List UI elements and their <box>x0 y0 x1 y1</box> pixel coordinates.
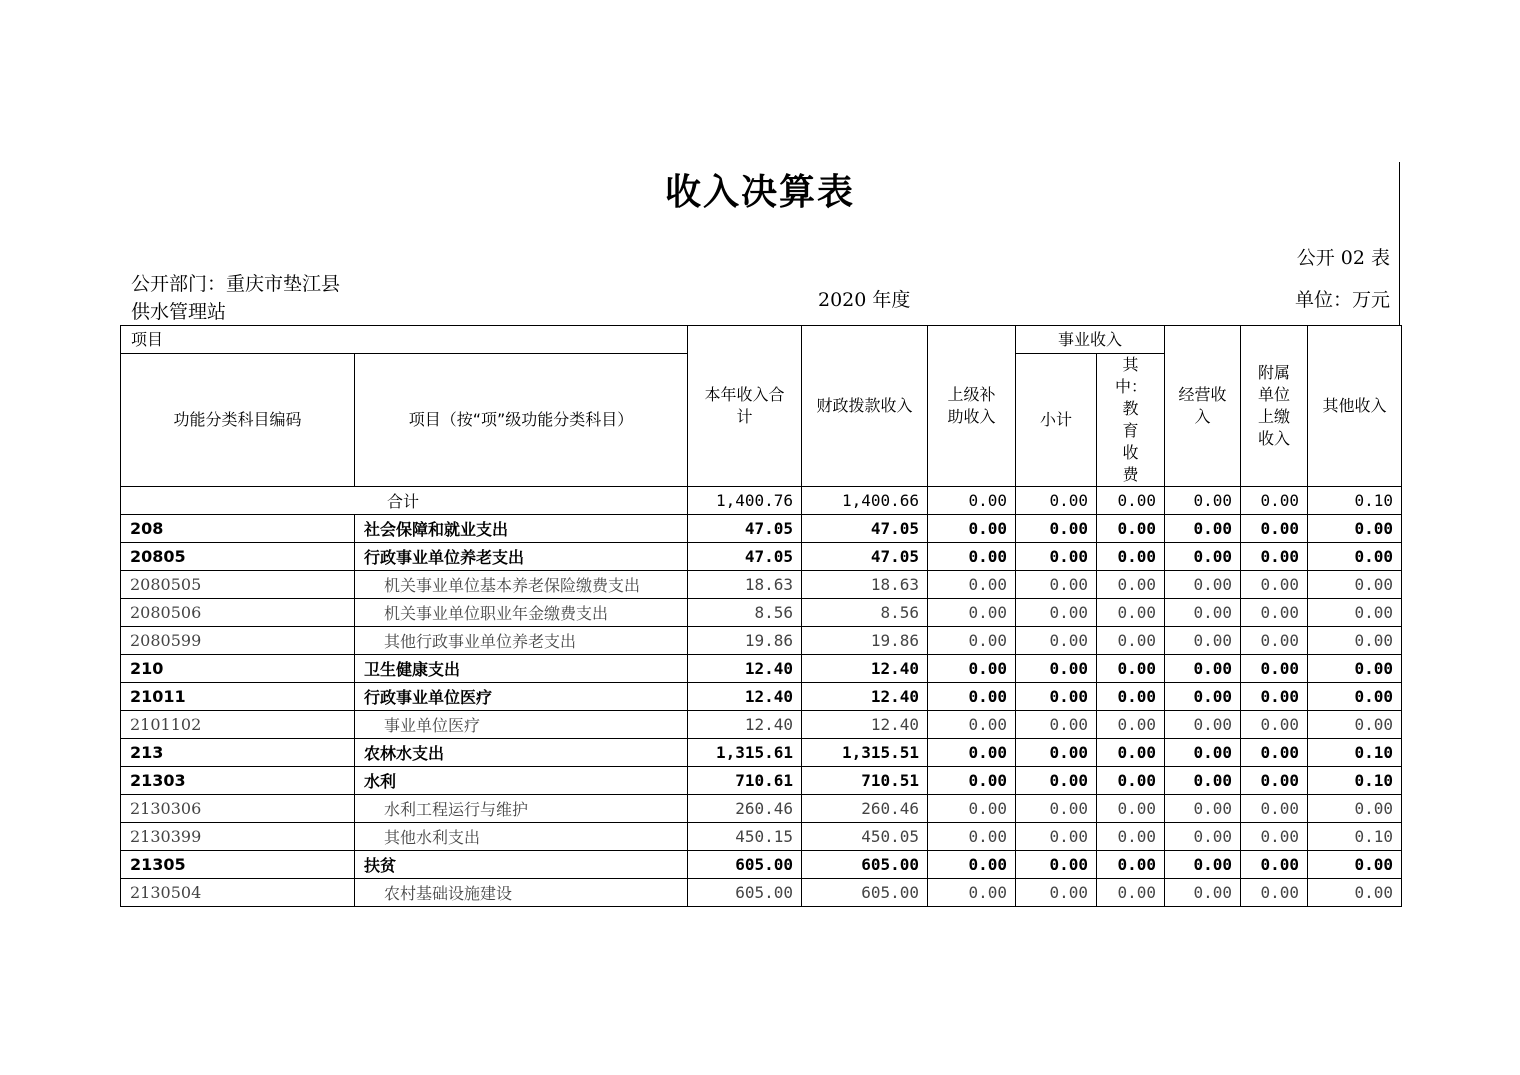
department-label: 公开部门：重庆市垫江县供水管理站 <box>131 273 341 323</box>
row-value: 0.00 <box>1165 795 1241 823</box>
row-value: 12.40 <box>688 655 802 683</box>
row-value: 0.00 <box>1165 515 1241 543</box>
row-value: 0.10 <box>1308 767 1402 795</box>
row-value: 19.86 <box>688 627 802 655</box>
row-value: 0.00 <box>1165 739 1241 767</box>
row-value: 605.00 <box>802 851 928 879</box>
row-value: 0.00 <box>1241 627 1308 655</box>
row-value: 0.00 <box>928 823 1016 851</box>
table-row <box>121 767 1402 795</box>
row-value: 0.00 <box>928 683 1016 711</box>
row-value: 0.00 <box>1308 683 1402 711</box>
row-name: 事业单位医疗 <box>355 711 688 739</box>
row-value: 710.61 <box>688 767 802 795</box>
header-business: 事业收入 <box>1016 326 1165 354</box>
row-value: 0.10 <box>1308 739 1402 767</box>
row-value: 0.00 <box>1308 515 1402 543</box>
row-value: 0.00 <box>928 767 1016 795</box>
row-name: 其他水利支出 <box>355 823 688 851</box>
table-row <box>121 515 1402 543</box>
row-value: 0.00 <box>1097 795 1165 823</box>
row-value: 0.00 <box>1241 655 1308 683</box>
row-value: 0.00 <box>1241 571 1308 599</box>
header-affiliated: 附属单位上缴收入 <box>1241 326 1308 487</box>
table-row <box>121 795 1402 823</box>
row-value: 12.40 <box>688 711 802 739</box>
row-value: 0.00 <box>1241 599 1308 627</box>
row-code: 2080506 <box>121 599 355 627</box>
table-row <box>121 571 1402 599</box>
row-value: 0.00 <box>1241 823 1308 851</box>
row-code: 213 <box>121 739 355 767</box>
row-value: 0.00 <box>1165 683 1241 711</box>
row-value: 0.00 <box>1097 543 1165 571</box>
header-name: 项目（按“项”级功能分类科目） <box>355 354 688 487</box>
row-value: 12.40 <box>688 683 802 711</box>
row-value: 260.46 <box>688 795 802 823</box>
header-code: 功能分类科目编码 <box>121 354 355 487</box>
row-value: 0.00 <box>1016 851 1097 879</box>
row-value: 0.00 <box>1241 515 1308 543</box>
row-value: 0.00 <box>1241 543 1308 571</box>
row-value: 0.00 <box>928 739 1016 767</box>
row-value: 260.46 <box>802 795 928 823</box>
row-value: 605.00 <box>688 879 802 907</box>
table-row <box>121 683 1402 711</box>
row-value: 0.00 <box>1016 739 1097 767</box>
row-value: 8.56 <box>688 599 802 627</box>
row-value: 605.00 <box>688 851 802 879</box>
row-value: 0.00 <box>1165 627 1241 655</box>
row-value: 0.00 <box>928 655 1016 683</box>
fiscal-year: 2020 年度 <box>818 289 911 311</box>
total-row <box>121 487 1402 515</box>
row-value: 0.00 <box>1016 683 1097 711</box>
row-value: 605.00 <box>802 879 928 907</box>
row-value: 0.00 <box>1241 739 1308 767</box>
row-value: 0.00 <box>1241 711 1308 739</box>
row-value: 0.00 <box>1097 767 1165 795</box>
row-name: 卫生健康支出 <box>355 655 688 683</box>
total-cell: 0.00 <box>1097 487 1165 515</box>
header-fiscal: 财政拨款收入 <box>802 326 928 487</box>
row-value: 19.86 <box>802 627 928 655</box>
table-row <box>121 711 1402 739</box>
row-value: 0.00 <box>1308 655 1402 683</box>
row-value: 0.00 <box>928 543 1016 571</box>
row-value: 0.00 <box>1165 879 1241 907</box>
row-value: 47.05 <box>802 543 928 571</box>
row-name: 机关事业单位基本养老保险缴费支出 <box>355 571 688 599</box>
header-other: 其他收入 <box>1308 326 1402 487</box>
row-value: 0.00 <box>1016 655 1097 683</box>
row-value: 0.00 <box>928 515 1016 543</box>
row-value: 0.00 <box>1308 599 1402 627</box>
table-row <box>121 823 1402 851</box>
row-value: 0.00 <box>1016 571 1097 599</box>
row-value: 0.00 <box>1016 795 1097 823</box>
row-value: 0.00 <box>928 795 1016 823</box>
row-value: 47.05 <box>688 515 802 543</box>
row-value: 0.00 <box>1097 739 1165 767</box>
row-value: 0.00 <box>1097 515 1165 543</box>
row-value: 0.00 <box>1097 627 1165 655</box>
row-value: 0.00 <box>1241 795 1308 823</box>
row-value: 0.00 <box>1097 823 1165 851</box>
row-value: 0.00 <box>1016 879 1097 907</box>
row-value: 0.00 <box>1097 683 1165 711</box>
row-value: 0.00 <box>1016 711 1097 739</box>
total-label: 合计 <box>121 487 688 515</box>
total-cell: 0.00 <box>1241 487 1308 515</box>
row-value: 0.10 <box>1308 823 1402 851</box>
row-code: 2101102 <box>121 711 355 739</box>
header-superior: 上级补助收入 <box>928 326 1016 487</box>
row-code: 2130306 <box>121 795 355 823</box>
table-row <box>121 599 1402 627</box>
row-code: 2080505 <box>121 571 355 599</box>
row-value: 0.00 <box>928 599 1016 627</box>
row-value: 18.63 <box>802 571 928 599</box>
row-name: 农村基础设施建设 <box>355 879 688 907</box>
row-code: 21011 <box>121 683 355 711</box>
row-value: 0.00 <box>1308 627 1402 655</box>
row-name: 其他行政事业单位养老支出 <box>355 627 688 655</box>
header-total: 本年收入合计 <box>688 326 802 487</box>
row-name: 农林水支出 <box>355 739 688 767</box>
table-row <box>121 739 1402 767</box>
header-item: 项目 <box>121 326 688 354</box>
row-value: 0.00 <box>1097 599 1165 627</box>
row-value: 0.00 <box>1097 571 1165 599</box>
row-code: 2130399 <box>121 823 355 851</box>
row-value: 0.00 <box>1165 767 1241 795</box>
unit-label: 单位：万元 <box>1294 289 1390 311</box>
header-subtotal: 小计 <box>1016 354 1097 487</box>
row-value: 450.15 <box>688 823 802 851</box>
table-row <box>121 851 1402 879</box>
total-cell: 0.00 <box>1165 487 1241 515</box>
row-value: 0.00 <box>1165 655 1241 683</box>
row-value: 0.00 <box>1016 823 1097 851</box>
total-cell: 0.00 <box>1016 487 1097 515</box>
table-row <box>121 655 1402 683</box>
row-value: 710.51 <box>802 767 928 795</box>
row-value: 0.00 <box>1016 767 1097 795</box>
row-value: 0.00 <box>1165 851 1241 879</box>
row-value: 12.40 <box>802 711 928 739</box>
row-value: 0.00 <box>1097 711 1165 739</box>
row-value: 450.05 <box>802 823 928 851</box>
table-row <box>121 627 1402 655</box>
table-row <box>121 879 1402 907</box>
row-value: 8.56 <box>802 599 928 627</box>
row-value: 0.00 <box>1308 571 1402 599</box>
row-value: 1,315.51 <box>802 739 928 767</box>
row-value: 47.05 <box>802 515 928 543</box>
row-value: 0.00 <box>1016 599 1097 627</box>
row-value: 0.00 <box>928 627 1016 655</box>
income-table <box>120 325 1402 907</box>
row-name: 水利工程运行与维护 <box>355 795 688 823</box>
row-value: 0.00 <box>1016 543 1097 571</box>
row-value: 0.00 <box>1165 571 1241 599</box>
row-value: 12.40 <box>802 655 928 683</box>
row-value: 0.00 <box>1016 627 1097 655</box>
row-name: 机关事业单位职业年金缴费支出 <box>355 599 688 627</box>
total-cell: 1,400.66 <box>802 487 928 515</box>
row-code: 21303 <box>121 767 355 795</box>
row-code: 2080599 <box>121 627 355 655</box>
row-value: 12.40 <box>802 683 928 711</box>
row-name: 社会保障和就业支出 <box>355 515 688 543</box>
row-code: 2130504 <box>121 879 355 907</box>
row-value: 0.00 <box>1165 823 1241 851</box>
row-name: 行政事业单位养老支出 <box>355 543 688 571</box>
row-value: 47.05 <box>688 543 802 571</box>
total-cell: 0.10 <box>1308 487 1402 515</box>
row-name: 扶贫 <box>355 851 688 879</box>
row-value: 0.00 <box>1165 711 1241 739</box>
row-value: 0.00 <box>1016 515 1097 543</box>
row-value: 0.00 <box>928 851 1016 879</box>
row-value: 0.00 <box>1308 851 1402 879</box>
row-value: 0.00 <box>1241 683 1308 711</box>
row-value: 0.00 <box>1241 767 1308 795</box>
row-value: 0.00 <box>1241 879 1308 907</box>
row-value: 0.00 <box>1308 879 1402 907</box>
table-row <box>121 543 1402 571</box>
row-name: 水利 <box>355 767 688 795</box>
row-value: 0.00 <box>1097 655 1165 683</box>
total-cell: 1,400.76 <box>688 487 802 515</box>
header-operating: 经营收入 <box>1165 326 1241 487</box>
row-value: 0.00 <box>1308 711 1402 739</box>
row-value: 0.00 <box>928 711 1016 739</box>
row-value: 18.63 <box>688 571 802 599</box>
row-code: 21305 <box>121 851 355 879</box>
row-name: 行政事业单位医疗 <box>355 683 688 711</box>
row-value: 0.00 <box>1097 851 1165 879</box>
row-code: 208 <box>121 515 355 543</box>
row-value: 0.00 <box>1165 599 1241 627</box>
row-value: 1,315.61 <box>688 739 802 767</box>
row-value: 0.00 <box>1308 543 1402 571</box>
row-code: 20805 <box>121 543 355 571</box>
header-education: 其中：教育收费 <box>1097 354 1165 487</box>
row-value: 0.00 <box>1241 851 1308 879</box>
row-value: 0.00 <box>1165 543 1241 571</box>
page-title: 收入决算表 <box>664 172 855 213</box>
row-value: 0.00 <box>928 571 1016 599</box>
row-code: 210 <box>121 655 355 683</box>
total-cell: 0.00 <box>928 487 1016 515</box>
form-number: 公开 02 表 <box>1296 247 1390 269</box>
row-value: 0.00 <box>1308 795 1402 823</box>
row-value: 0.00 <box>1097 879 1165 907</box>
row-value: 0.00 <box>928 879 1016 907</box>
